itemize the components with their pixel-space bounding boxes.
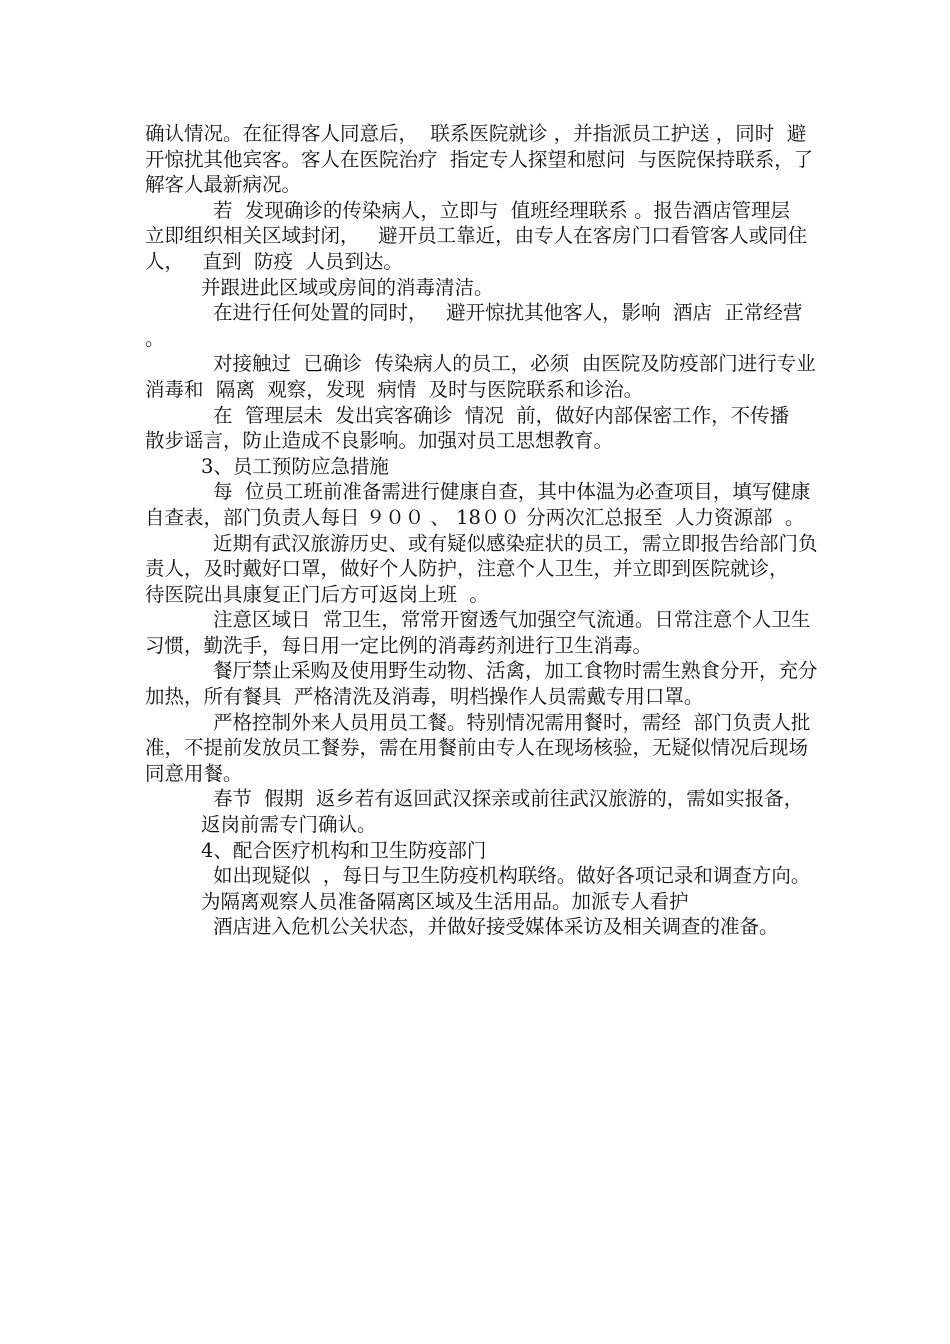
paragraph-9: 注意区域日 常卫生，常常开窗透气加强空气流通。日常注意个人卫生习惯，勤洗手，每日用一定比例的消毒药剂进行卫生消毒。 <box>145 608 811 657</box>
paragraph-1: 确认情况。在征得客人同意后， 联系医院就诊 ，并指派员工护送 ，同时 避开惊扰其他宾客。客人在医院治疗 指定专人探望和慰问 与医院保持联系，了解客人最新病况。 <box>145 122 814 197</box>
paragraph-12: 春节 假期 返乡若有返回武汉探亲或前往武汉旅游的，需如实报备， <box>213 787 804 811</box>
document-body <box>145 121 820 940</box>
paragraph-10: 餐厅禁止采购及使用野生动物、活禽，加工食物时需生熟食分开，充分加热，所有餐具 严格清洗及消毒，明档操作人员需戴专用口罩。 <box>145 659 818 709</box>
paragraph-16: 酒店进入危机公关状态，并做好接受媒体采访及相关调查的准备。 <box>213 915 779 939</box>
paragraph-5: 对接触过 已确诊 传染病人的员工，必须 由医院及防疫部门进行专业消毒和 隔离 观察，发现 病情 及时与医院联系和诊治。 <box>145 352 816 401</box>
section-heading-4: 4、配合医疗机构和卫生防疫部门 <box>201 838 487 862</box>
paragraph-14: 如出现疑似 ，每日与卫生防疫机构联络。做好各项记录和调查方向。 <box>213 864 811 888</box>
paragraph-2: 若 发现确诊的传染病人，立即与 值班经理联系 。报告酒店管理层 立即组织相关区域封闭， 避开员工靠近，由专人在客房门口看管客人或同住人， 直到 防疫 人员到达。 <box>145 198 808 273</box>
paragraph-13: 返岗前需专门确认。 <box>201 813 377 837</box>
paragraph-15: 为隔离观察人员准备隔离区域及生活用品。加派专人看护 <box>201 889 689 913</box>
paragraph-6: 在 管理层未 发出宾客确诊 情况 前，做好内部保密工作，不传播 散步谣言，防止造成不良影响。加强对员工思想教育。 <box>145 403 802 453</box>
paragraph-3: 并跟进此区域或房间的消毒清洁。 <box>201 275 494 299</box>
paragraph-7: 每 位员工班前准备需进行健康自查，其中体温为必查项目，填写健康自查表，部门负责人每日 ９００ 、 18００ 分两次汇总报至 人力资源部 。 <box>145 480 811 529</box>
section-heading-3: 3、员工预防应急措施 <box>201 454 389 478</box>
paragraph-11: 严格控制外来人员用员工餐。特别情况需用餐时，需经 部门负责人批准，不提前发放员工餐券，需在用餐前由专人在现场核验，无疑似情况后现场同意用餐。 <box>145 710 811 785</box>
paragraph-4: 在进行任何处置的同时， 避开惊扰其他客人，影响 酒店 正常经营 。 <box>145 301 815 350</box>
paragraph-8: 近期有武汉旅游历史、或有疑似感染症状的员工，需立即报告给部门负责人，及时戴好口罩，做好个人防护，注意个人卫生，并立即到医院就诊， 待医院出具康复正门后方可返岗上班 。 <box>145 531 818 606</box>
